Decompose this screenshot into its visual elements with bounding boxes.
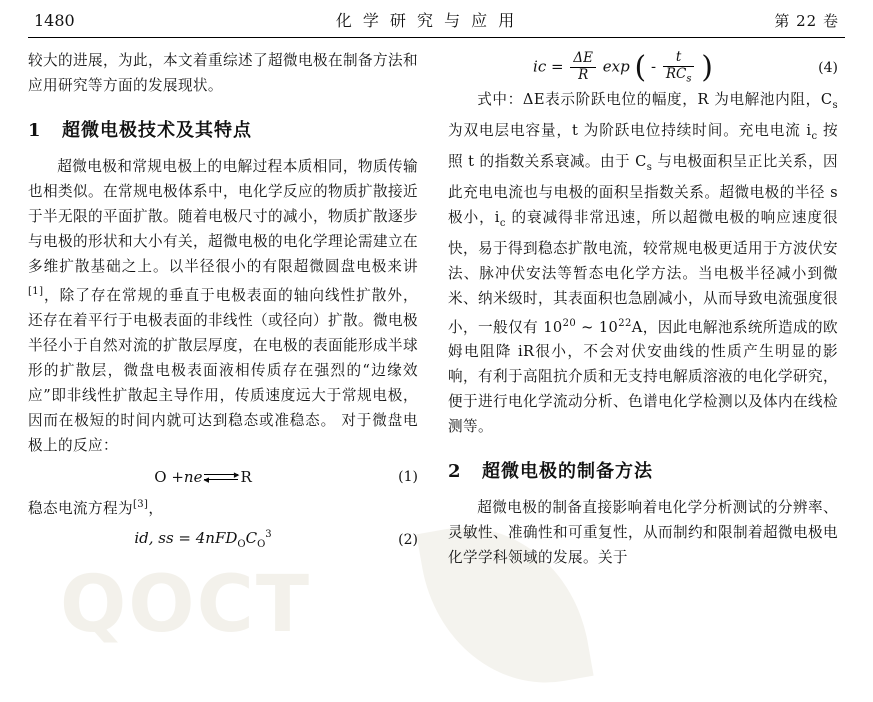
reference-marker-1: [1] bbox=[28, 286, 44, 297]
equation-4-minus: - bbox=[650, 57, 657, 76]
equation-1-n: n bbox=[183, 467, 194, 486]
equilibrium-arrow-icon: ▸ ◂ bbox=[203, 467, 240, 486]
running-head bbox=[28, 8, 845, 38]
equation-1-left: O + bbox=[154, 467, 184, 486]
paragraph-continued: 较大的进展，为此，本文着重综述了超微电极在制备方法和应用研究等方面的发展现状。 bbox=[28, 52, 418, 94]
paragraph-steady-tail: ， bbox=[148, 499, 164, 517]
paragraph-text-a: 超微电极和常规电极上的电解过程本质相同，物质传输也相类似。在常规电极体系中，电化学反应的物质扩散接近于半无限的平面扩散。随着电极尺寸的减小，物质扩散逐步与电极的形状和大小有关，超微电极的电化学理论需建立在多维扩散基础之上。以半径很小的有限超微圆盘电极来讲 bbox=[28, 158, 418, 275]
equation-4-inner-fraction bbox=[663, 50, 695, 85]
left-column bbox=[28, 48, 418, 570]
equation-4-paren-close: ) bbox=[701, 50, 713, 85]
equation-4-frac-den: R bbox=[578, 67, 589, 83]
equation-4-inner-den bbox=[663, 67, 695, 85]
rc-text-b: 为双电层电容量，t 为阶跃电位持续时间。充电电流 i bbox=[448, 121, 812, 139]
paragraph-charging-current bbox=[448, 87, 838, 439]
equation-4-lhs: ic = bbox=[533, 57, 564, 76]
equation-1-body bbox=[28, 468, 378, 486]
watermark-text: QOCT bbox=[60, 560, 312, 650]
section-title-1: 超微电极技术及其特点 bbox=[62, 120, 252, 141]
rc-sub-3: s bbox=[646, 161, 653, 173]
paragraph-steady-text: 稳态电流方程为 bbox=[28, 499, 133, 517]
equation-1 bbox=[28, 464, 418, 490]
equation-2-body bbox=[28, 529, 378, 550]
equation-2-csup: 3 bbox=[265, 529, 272, 541]
equation-2-number: (2) bbox=[398, 531, 418, 548]
equation-4-inner-den-text: RC bbox=[665, 65, 687, 82]
equation-4 bbox=[448, 50, 838, 85]
section-number-1: 1 bbox=[28, 120, 42, 141]
right-column bbox=[448, 48, 838, 570]
rc-sub-1: s bbox=[832, 99, 838, 111]
section-heading-1 bbox=[28, 116, 418, 142]
equation-2-sub1: O bbox=[237, 539, 246, 551]
paragraph-text-b: ，除了存在常规的垂直于电极表面的轴向线性扩散外，还存在着平行于电极表面的非线性（或径向）扩散。微电极半径小于自然对流的扩散层厚度，在电极的表面能形成半球形的扩散层，微盘电极表面液相传质存在强烈的“边缘效应”即非线性扩散起主导作用，传质速度远大于常规电极，因而在极短的时间内就可达到稳态或准稳态。 对于微盘电极上的反应： bbox=[28, 286, 418, 454]
equation-4-body bbox=[448, 50, 798, 85]
reference-marker-3: [3] bbox=[132, 498, 149, 510]
rc-text-a: 式中：ΔE表示阶跃电位的幅度，R 为电解池内阻，C bbox=[477, 91, 833, 108]
page-number: 1480 bbox=[34, 11, 75, 30]
equation-4-inner-den-sub: s bbox=[686, 73, 692, 85]
equation-4-paren-open: ( bbox=[634, 50, 647, 85]
equation-4-frac-num: ΔE bbox=[570, 51, 596, 68]
volume-label: 第 22 卷 bbox=[774, 12, 839, 30]
equation-2-c: C bbox=[245, 529, 258, 548]
equation-4-number: (4) bbox=[818, 59, 838, 76]
equation-1-number: (1) bbox=[398, 468, 418, 485]
section-title-2: 超微电极的制备方法 bbox=[482, 461, 653, 483]
column-container bbox=[28, 48, 845, 570]
journal-title: 化 学 研 究 与 应 用 bbox=[335, 11, 518, 30]
equation-2-expr: id, ss = 4nFD bbox=[134, 529, 238, 548]
rc-text-e: 的衰减得非常迅速，所以超微电极的响应速度很快，易于得到稳态扩散电流，较常规电极更适用于方波伏安法、脉冲伏安法等暂态电化学方法。当电极半径减小到微米、纳米级时，其表面积也急剧减小，从而导致电流强度很小，一般仅有 10 bbox=[448, 208, 838, 336]
equation-4-inner-num: t bbox=[663, 50, 695, 67]
rc-exp-2: 22 bbox=[618, 317, 632, 329]
equation-4-exp: exp bbox=[602, 57, 630, 76]
section-number-2: 2 bbox=[448, 461, 462, 483]
equation-2-csub: O bbox=[257, 539, 266, 551]
equation-4-fraction bbox=[570, 51, 596, 83]
rc-text-c: 按照 t 的指数关系衰减。由于 C bbox=[448, 121, 838, 170]
rc-text-d: 与电极面积呈正比关系，因此充电电流也与电极的面积呈指数关系。超微电极的半径 s 极小，i bbox=[448, 152, 838, 226]
paragraph-microelectrode-theory bbox=[28, 154, 418, 458]
rc-text-g: A，因此电解池系统所造成的欧姆电阻降 iR很小，不会对伏安曲线的性质产生明显的影响，有利于高阻抗介质和无支持电解质溶液的电化学研究，便于进行电化学流动分析、色谱电化学检测以及体内在线检测等。 bbox=[448, 318, 839, 436]
rc-sub-2: c bbox=[811, 130, 818, 142]
paragraph-preparation: 超微电极的制备直接影响着电化学分析测试的分辨率、灵敏性、准确性和可重复性，从而制约和限制着超微电极电化学学科领域的发展。关于 bbox=[448, 499, 838, 567]
rc-sub-4: c bbox=[499, 217, 506, 229]
equation-1-right: R bbox=[240, 467, 252, 486]
rc-exp-1: 20 bbox=[562, 317, 577, 329]
section-heading-2 bbox=[448, 457, 838, 483]
rc-text-f: ~ 10 bbox=[576, 318, 619, 336]
equation-2 bbox=[28, 527, 418, 553]
equation-1-e: e bbox=[193, 467, 203, 486]
paragraph-steady-state bbox=[28, 492, 418, 521]
